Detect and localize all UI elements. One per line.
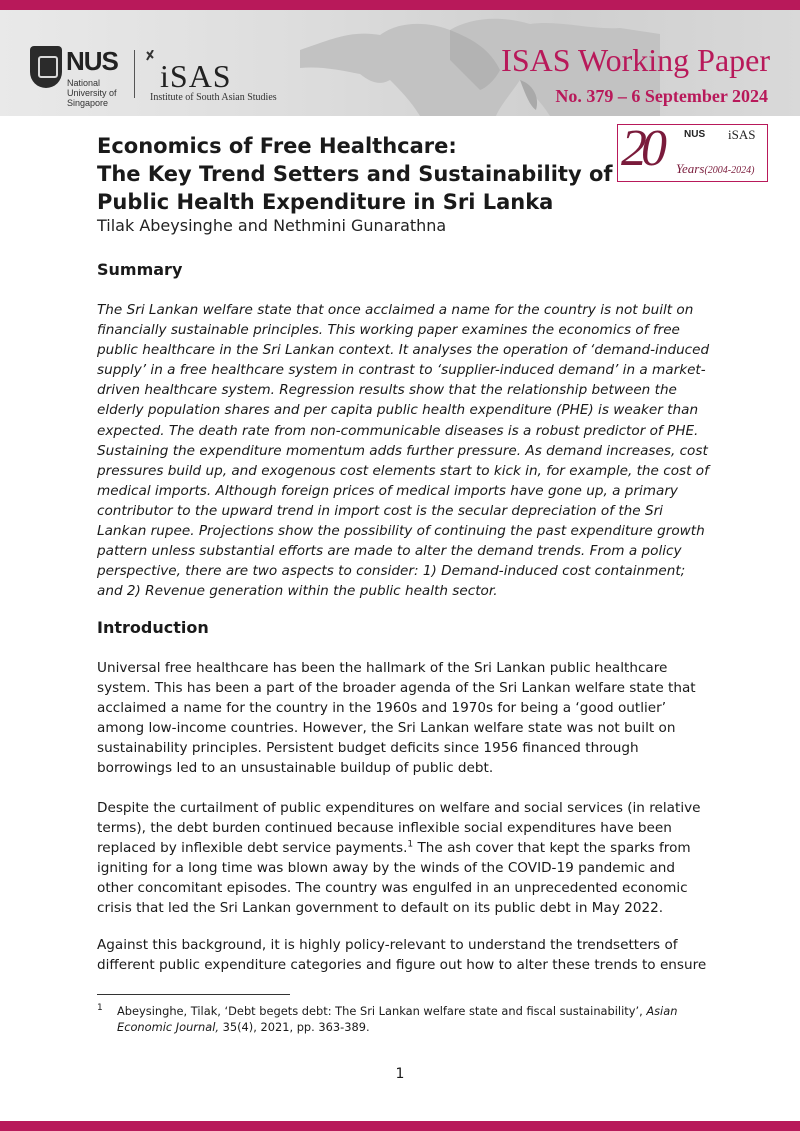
intro-p2-end: The ash cover that kept the sparks from igniting for a long time was blown away by the winds of the COVID-19 pandemic and other concomitant episodes. The country was engulfed in an unprecedented economic crisis that led the Sri Lankan government to default on its public debt in May 2022.	[97, 840, 691, 917]
anniversary-number: 20	[621, 120, 661, 177]
paper-title	[97, 132, 617, 216]
title-line-1: Economics of Free Healthcare:	[97, 134, 457, 158]
footnote-citation: Abeysinghe, Tilak, ‘Debt begets debt: The Sri Lankan welfare state and fiscal sustainability’,	[117, 1004, 647, 1018]
page-number: 1	[395, 1066, 405, 1082]
nus-crest-icon	[30, 46, 62, 88]
nus-logo-subtitle: National University of Singapore	[67, 78, 117, 108]
page-header	[0, 10, 800, 116]
intro-paragraph-2	[97, 798, 715, 919]
anniversary-label: Years	[676, 161, 705, 176]
anniversary-range: (2004-2024)	[704, 165, 755, 176]
logo-divider	[134, 50, 135, 98]
summary-text: The Sri Lankan welfare state that once acclaimed a name for the country is not built on financially sustainable principles. This working paper examines the economics of free public healthcare in the Sri Lankan context. It analyses the operation of ‘demand-induced supply’ in a free healthcare system in contrast to ‘supplier-induced demand’ in a market-driven healthcare system. Regression results show that the relationship between the elderly population shares and per capita public health expenditure (PHE) is weaker than expected. The death rate from non-communicable diseases is a robust predictor of PHE. Sustaining the expenditure momentum adds further pressure. As demand increases, cost pressures build up, and exogenous cost elements start to kick in, for example, the cost of medical imports. Although foreign prices of medical imports have gone up, a primary contributor to the upward trend in import cost is the secular depreciation of the Sri Lankan rupee. Projections show the possibility of continuing the past expenditure growth pattern unless substantial efforts are made to alter the demand trends. From a policy perspective, there are two aspects to consider: 1) Demand-induced cost containment; and 2) Revenue generation within the public health sector.	[97, 302, 710, 600]
title-line-2: The Key Trend Setters and Sustainability of	[97, 162, 613, 186]
intro-paragraph-3: Against this background, it is highly policy-relevant to understand the trendsetters of different public expenditure categories and figure out how to alter these trends to ensure	[97, 937, 707, 974]
anniversary-years	[676, 161, 754, 177]
footnote-volume: 35(4), 2021, pp. 363-389.	[218, 1020, 370, 1034]
footnote-number: 1	[97, 1003, 103, 1013]
footnote-ref[interactable]: 1	[407, 839, 414, 850]
intro-p2-start: Despite the curtailment of public expenditures on welfare and social services (in relative terms), the debt burden continued because inflexible social expenditures have been replaced by inflexible debt service payments.	[97, 800, 701, 857]
summary-heading: Summary	[97, 260, 183, 279]
bottom-accent-bar	[0, 1121, 800, 1131]
paper-authors: Tilak Abeysinghe and Nethmini Gunarathna	[97, 216, 447, 235]
footnote-text	[117, 1003, 712, 1035]
introduction-heading: Introduction	[97, 618, 209, 637]
footnote-journal: Asian Economic Journal,	[117, 1004, 678, 1034]
series-title: ISAS Working Paper	[501, 42, 770, 78]
title-line-3: Public Health Expenditure in Sri Lanka	[97, 190, 554, 214]
footnote-divider	[97, 994, 290, 995]
anniversary-nus-logo: NUS	[684, 129, 706, 140]
issue-number: No. 379 – 6 September 2024	[555, 86, 768, 106]
intro-paragraph-1: Universal free healthcare has been the hallmark of the Sri Lankan public healthcare system. This has been a part of the broader agenda of the Sri Lankan welfare state that acclaimed a name for the country in the 1960s and 1970s for being a ‘good outlier’ among low-income countries. However, the Sri Lankan welfare state was not built on sustainability principles. Persistent budget deficits since 1956 financed through borrowings led to an unsustainable buildup of public debt.	[97, 660, 696, 777]
top-accent-bar	[0, 0, 800, 10]
nus-logo-text: NUS	[66, 46, 118, 76]
footnote	[97, 1003, 712, 1035]
anniversary-badge	[617, 120, 768, 182]
isas-logo-text: iSAS	[160, 58, 232, 94]
isas-logo-subtitle: Institute of South Asian Studies	[150, 92, 277, 103]
anniversary-isas-logo: iSAS	[728, 127, 756, 142]
